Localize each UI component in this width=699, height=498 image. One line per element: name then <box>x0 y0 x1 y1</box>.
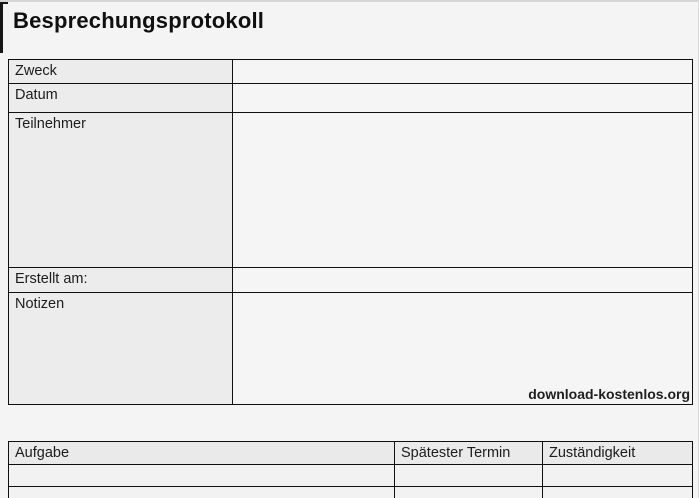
tasks-header-row <box>9 442 693 465</box>
notizen-value-cell[interactable] <box>233 293 693 405</box>
zweck-value-cell[interactable] <box>233 60 693 84</box>
erstellt-am-label: Erstellt am: <box>9 268 233 293</box>
top-left-corner-mark-horizontal <box>0 2 8 4</box>
task-cell[interactable] <box>9 487 395 498</box>
page-top-edge-line <box>0 0 699 2</box>
responsible-cell[interactable] <box>543 487 693 498</box>
erstellt-am-value-cell[interactable] <box>233 268 693 293</box>
page-title: Besprechungsprotokoll <box>13 8 265 33</box>
table-row <box>9 293 693 405</box>
table-row <box>9 113 693 268</box>
aufgabe-header: Aufgabe <box>9 442 395 465</box>
table-row <box>9 465 693 487</box>
teilnehmer-label: Teilnehmer <box>9 113 233 268</box>
due-cell[interactable] <box>395 465 543 487</box>
table-row <box>9 487 693 498</box>
responsible-cell[interactable] <box>543 465 693 487</box>
watermark-text: download-kostenlos.org <box>528 386 690 402</box>
task-cell[interactable] <box>9 465 395 487</box>
table-row <box>9 60 693 84</box>
meeting-info-table <box>8 59 693 405</box>
datum-value-cell[interactable] <box>233 84 693 113</box>
teilnehmer-value-cell[interactable] <box>233 113 693 268</box>
notizen-label: Notizen <box>9 293 233 405</box>
table-row <box>9 268 693 293</box>
top-left-corner-mark <box>0 2 3 53</box>
zweck-label: Zweck <box>9 60 233 84</box>
datum-label: Datum <box>9 84 233 113</box>
spaetester-termin-header: Spätester Termin <box>395 442 543 465</box>
table-row <box>9 84 693 113</box>
due-cell[interactable] <box>395 487 543 498</box>
zustaendigkeit-header: Zuständigkeit <box>543 442 693 465</box>
tasks-table <box>8 441 693 498</box>
